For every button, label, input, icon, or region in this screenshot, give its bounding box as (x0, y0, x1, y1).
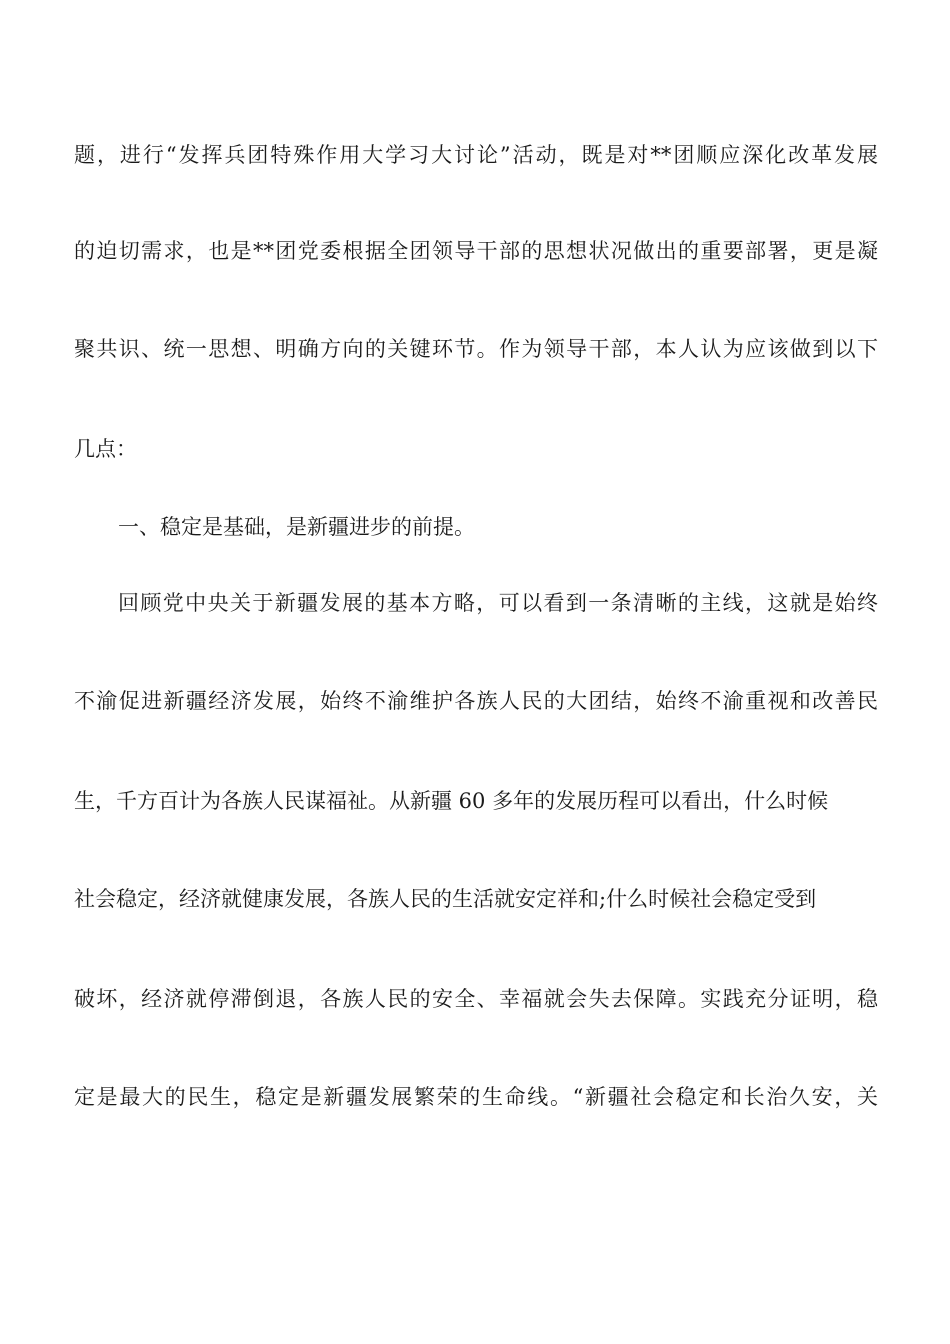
paragraph-line: 回顾党中央关于新疆发展的基本方略，可以看到一条清晰的主线，这就是始终 (118, 591, 878, 615)
paragraph-line: 定是最大的民生，稳定是新疆发展繁荣的生命线。“新疆社会稳定和长治久安，关 (74, 1085, 878, 1109)
paragraph-line: 几点： (74, 437, 137, 461)
paragraph-line: 社会稳定，经济就健康发展，各族人民的生活就安定祥和;什么时候社会稳定受到 (74, 887, 817, 911)
paragraph-line: 生，千方百计为各族人民谋福祉。从新疆 60 多年的发展历程可以看出，什么时候 (74, 789, 829, 813)
paragraph-line: 破坏，经济就停滞倒退，各族人民的安全、幸福就会失去保障。实践充分证明，稳 (74, 987, 878, 1011)
paragraph-line: 不渝促进新疆经济发展，始终不渝维护各族人民的大团结，始终不渝重视和改善民 (74, 689, 878, 713)
paragraph-line: 聚共识、统一思想、明确方向的关键环节。作为领导干部，本人认为应该做到以下 (74, 337, 878, 361)
paragraph-line: 的迫切需求，也是**团党委根据全团领导干部的思想状况做出的重要部署，更是凝 (74, 239, 878, 263)
section-heading: 一、稳定是基础，是新疆进步的前提。 (118, 515, 475, 539)
paragraph-line: 题，进行“发挥兵团特殊作用大学习大讨论”活动，既是对**团顺应深化改革发展 (74, 143, 878, 167)
